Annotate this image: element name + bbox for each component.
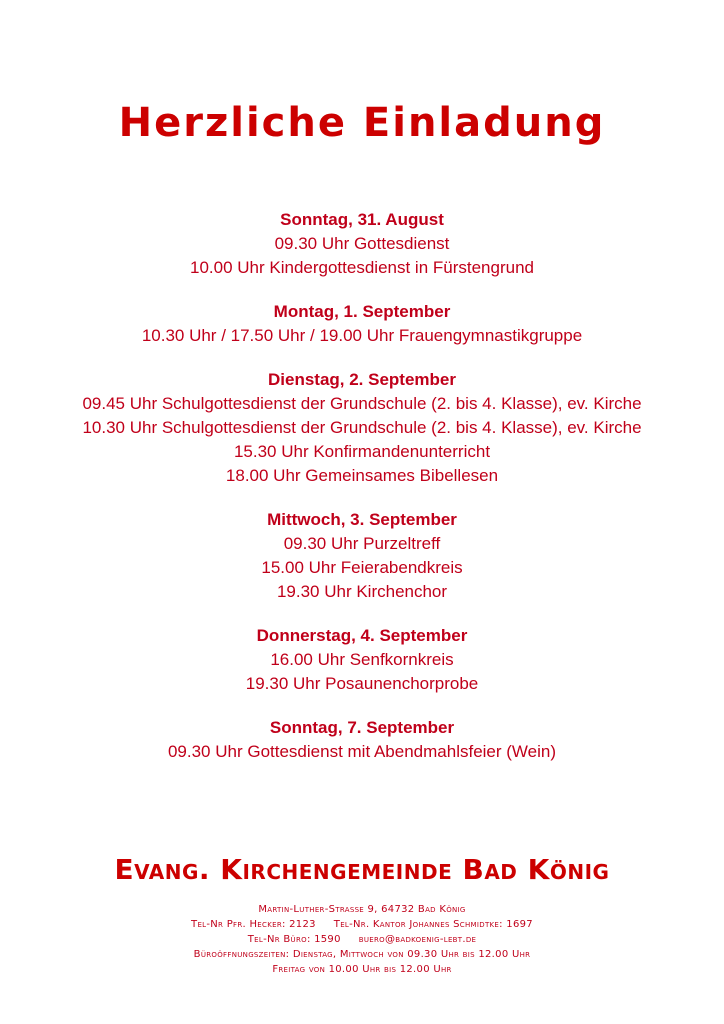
schedule-entry: 19.30 Uhr Posaunenchorprobe: [245, 674, 479, 693]
schedule-entry: 10.30 Uhr / 17.50 Uhr / 19.00 Uhr Frauengymnastikgruppe: [141, 326, 583, 345]
schedule-entry: 10.00 Uhr Kindergottesdienst in Fürstengrund: [190, 258, 534, 277]
day-heading: Mittwoch, 3. September: [267, 510, 457, 529]
schedule-entry: 10.30 Uhr Schulgottesdienst der Grundschule (2. bis 4. Klasse), ev. Kirche: [82, 418, 642, 437]
schedule-entry: 09.45 Uhr Schulgottesdienst der Grundschule (2. bis 4. Klasse), ev. Kirche: [82, 394, 642, 413]
schedule-entry: 15.30 Uhr Konfirmandenunterricht: [233, 442, 491, 461]
day-block: [0, 624, 724, 696]
day-block: [0, 508, 724, 604]
office-hours-line-2: [0, 962, 724, 977]
day-heading: Sonntag, 7. September: [269, 718, 455, 737]
day-block: [0, 208, 724, 280]
schedule-entry: 19.30 Uhr Kirchenchor: [276, 582, 448, 601]
day-block: [0, 368, 724, 488]
email-link[interactable]: buero@badkoenig-lebt.de: [358, 934, 477, 945]
schedule-entry: 15.00 Uhr Feierabendkreis: [261, 558, 463, 577]
address-line: [0, 902, 724, 917]
phone-kantor: Tel-Nr. Kantor Johannes Schmidtke: 1697: [333, 919, 533, 930]
office-contact-line: [0, 932, 724, 947]
page-title: Herzliche Einladung: [118, 100, 606, 146]
day-block: [0, 300, 724, 348]
office-hours-friday: Freitag von 10.00 Uhr bis 12.00 Uhr: [272, 964, 452, 975]
organization-name: Evang. Kirchengemeinde Bad König: [114, 853, 610, 886]
schedule-entry: 09.30 Uhr Purzeltreff: [283, 534, 441, 553]
day-heading: Montag, 1. September: [273, 302, 451, 321]
phone-line: [0, 917, 724, 932]
day-heading: Sonntag, 31. August: [280, 210, 444, 229]
schedule-entry: 09.30 Uhr Gottesdienst: [274, 234, 450, 253]
phone-office: Tel-Nr Büro: 1590: [247, 934, 341, 945]
office-hours: Büroöffnungszeiten: Dienstag, Mittwoch von 09.30 Uhr bis 12.00 Uhr: [193, 949, 531, 960]
office-hours-line: [0, 947, 724, 962]
schedule: [0, 208, 724, 784]
contact-info: [0, 902, 724, 977]
day-heading: Dienstag, 2. September: [267, 370, 456, 389]
day-heading: Donnerstag, 4. September: [256, 626, 468, 645]
schedule-entry: 16.00 Uhr Senfkornkreis: [270, 650, 454, 669]
schedule-entry: 18.00 Uhr Gemeinsames Bibellesen: [225, 466, 499, 485]
schedule-entry: 09.30 Uhr Gottesdienst mit Abendmahlsfeier (Wein): [167, 742, 557, 761]
phone-pastor: Tel-Nr Pfr. Hecker: 2123: [191, 919, 316, 930]
address: Martin-Luther-Strasse 9, 64732 Bad König: [258, 904, 466, 915]
day-block: [0, 716, 724, 764]
